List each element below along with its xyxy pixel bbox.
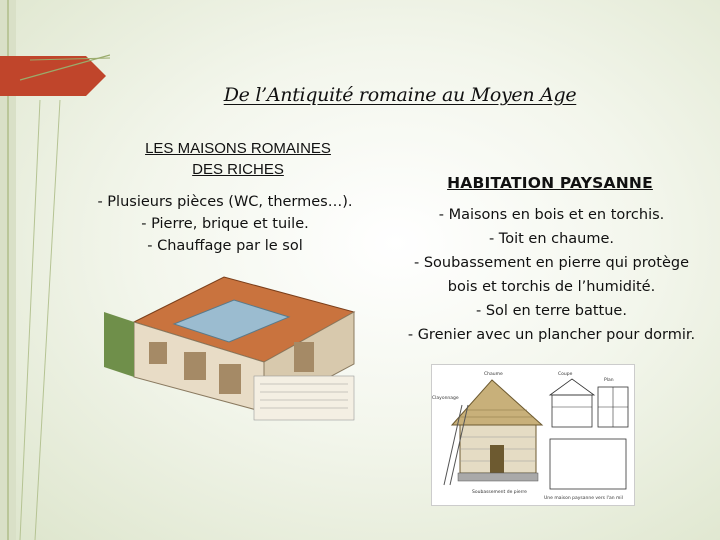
- peasant-line-floor: - Sol en terre battue.: [476, 303, 627, 319]
- figure-caption: Une maison paysanne vers l'an mil: [544, 496, 623, 501]
- peasant-house-heading: HABITATION PAYSANNE: [447, 174, 653, 192]
- label-base: Soubassement de pierre: [472, 490, 527, 495]
- peasant-line-base: - Soubassement en pierre qui protège: [414, 255, 689, 271]
- peasant-line-roof: - Toit en chaume.: [488, 231, 615, 247]
- roman-houses-heading: [118, 138, 358, 180]
- decorative-corner-arrows: [0, 0, 110, 540]
- roman-item-materials: - Pierre, brique et tuile.: [141, 216, 309, 232]
- peasant-line-attic: - Grenier avec un plancher pour dormir.: [407, 327, 696, 343]
- roman-item-rooms: - Plusieurs pièces (WC, thermes…).: [97, 194, 353, 210]
- peasant-house-list: [384, 203, 719, 347]
- roman-houses-list: [70, 191, 380, 257]
- label-roof: Chaume: [484, 372, 503, 377]
- label-wall: Clayonnage: [432, 396, 459, 401]
- roman-item-heating: - Chauffage par le sol: [147, 238, 303, 254]
- peasant-line-base-cont: bois et torchis de l’humidité.: [447, 279, 656, 295]
- peasant-line-walls: - Maisons en bois et en torchis.: [438, 207, 665, 223]
- label-section: Coupe: [558, 372, 573, 377]
- roman-heading-line2: DES RICHES: [192, 161, 284, 178]
- roman-house-illustration: [104, 272, 362, 422]
- roman-heading-line1: LES MAISONS ROMAINES: [145, 140, 331, 157]
- label-plan: Plan: [604, 378, 614, 383]
- slide-title: De l’Antiquité romaine au Moyen Age: [223, 84, 577, 106]
- peasant-house-illustration: [431, 364, 635, 506]
